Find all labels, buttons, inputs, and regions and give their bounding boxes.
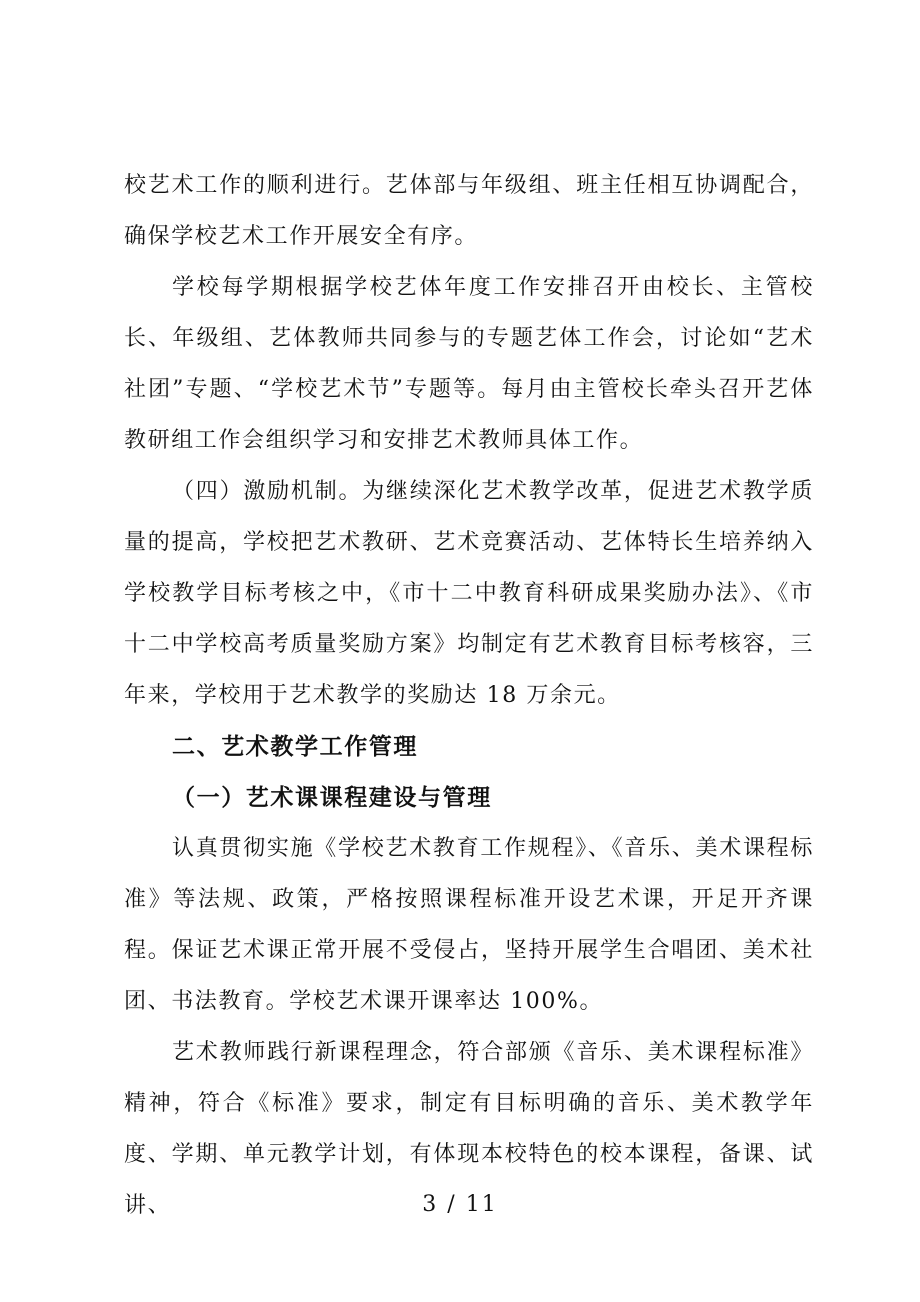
section-heading: 二、艺术教学工作管理 xyxy=(172,733,418,760)
document-body xyxy=(124,160,814,1231)
paragraph-continuation: 校艺术工作的顺利进行。艺体部与年级组、班主任相互协调配合，确保学校艺术工作开展安全有序。 xyxy=(124,173,814,249)
paragraph-meetings: 学校每学期根据学校艺体年度工作安排召开由校长、主管校长、年级组、艺体教师共同参与的专题艺体工作会，讨论如“艺术社团”专题、“学校艺术节”专题等。每月由主管校长牵头召开艺体教研组工作会组织学习和安排艺术教师具体工作。 xyxy=(124,275,814,453)
page-number: 3 / 11 xyxy=(422,1192,498,1217)
subsection-heading: （一）艺术课课程建设与管理 xyxy=(172,784,492,811)
paragraph-teacher-practice: 艺术教师践行新课程理念，符合部颁《音乐、美术课程标准》精神，符合《标准》要求，制定有目标明确的音乐、美术教学年度、学期、单元教学计划，有体现本校特色的校本课程，备课、试讲、 xyxy=(124,1040,814,1218)
paragraph-curriculum-implementation: 认真贯彻实施《学校艺术教育工作规程》、《音乐、美术课程标准》等法规、政策，严格按照课程标准开设艺术课，开足开齐课程。保证艺术课正常开展不受侵占，坚持开展学生合唱团、美术社团、书法教育。学校艺术课开课率达 100%。 xyxy=(124,836,814,1014)
paragraph-incentive-mechanism: （四）激励机制。为继续深化艺术教学改革，促进艺术教学质量的提高，学校把艺术教研、艺术竞赛活动、艺体特长生培养纳入学校教学目标考核之中，《市十二中教育科研成果奖励办法》、《市十二中学校高考质量奖励方案》均制定有艺术教育目标考核容，三年来，学校用于艺术教学的奖励达 18 万余元。 xyxy=(124,479,814,708)
